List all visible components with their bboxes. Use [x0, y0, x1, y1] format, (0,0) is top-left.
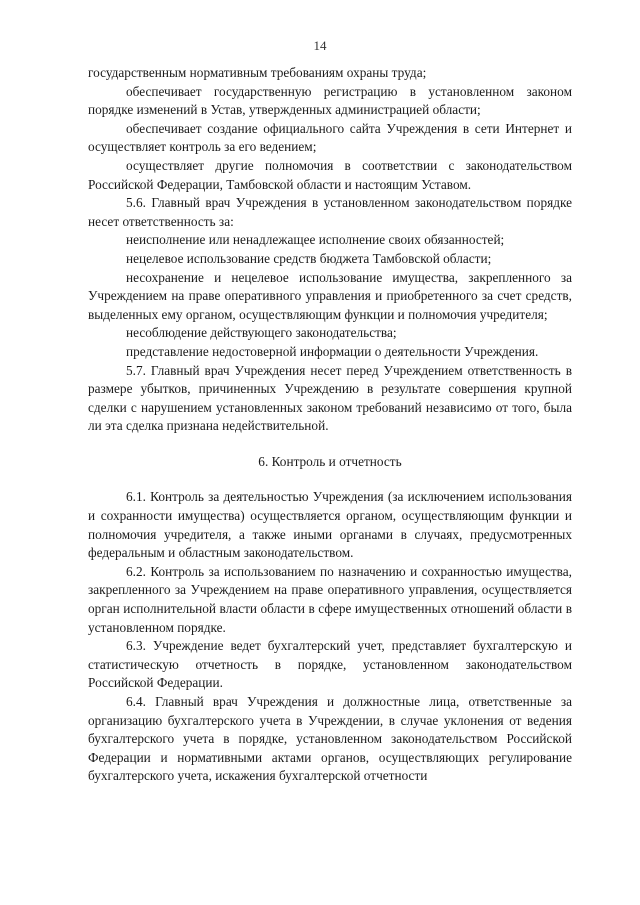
section-6-paragraph: 6.1. Контроль за деятельностью Учреждения (за исключением использования и сохранности имущества) осуществляется органом, осуществляющим функции и полномочия учредителя, а также иными органами в случаях, предусмотренных федеральным и областным законодательством. [88, 489, 572, 561]
page-number: 14 [313, 38, 327, 53]
document-body [88, 64, 572, 786]
section-6-paragraph: 6.4. Главный врач Учреждения и должностные лица, ответственные за организацию бухгалтерского учета в Учреждении, в случае уклонения от ведения бухгалтерского учета в порядке, установленном законодательством Российской Федерации и нормативными актами органов, осуществляющих регулирование бухгалтерского учета, искажения бухгалтерской отчетности [88, 694, 572, 784]
section-5-continuation [88, 64, 572, 436]
section-5-paragraph: несоблюдение действующего законодательства; [126, 325, 397, 341]
section-5-paragraph: нецелевое использование средств бюджета Тамбовской области; [126, 250, 492, 266]
section-5-paragraph: 5.7. Главный врач Учреждения несет перед Учреждением ответственность в размере убытков, причиненных Учреждению в результате совершения крупной сделки с нарушением установленных законом требований независимо от того, была ли эта сделка признана недействительной. [88, 362, 572, 434]
section-5-paragraph: 5.6. Главный врач Учреждения в установленном законодательством порядке несет ответственность за: [88, 195, 572, 229]
section-6-heading: 6. Контроль и отчетность [258, 453, 402, 469]
section-5-paragraph: обеспечивает государственную регистрацию в установленном законом порядке изменений в Устав, утвержденных администрацией области; [88, 83, 572, 118]
section-5-paragraph: обеспечивает создание официального сайта Учреждения в сети Интернет и осуществляет контроль за его ведением; [88, 120, 572, 155]
section-5-paragraph: государственным нормативным требованиям охраны труда; [88, 65, 427, 80]
section-5-paragraph: неисполнение или ненадлежащее исполнение своих обязанностей; [126, 232, 505, 248]
section-6-paragraph: 6.3. Учреждение ведет бухгалтерский учет, представляет бухгалтерскую и статистическую отчетность в порядке, установленном законодательством Российской Федерации. [88, 638, 572, 691]
section-5-paragraph: осуществляет другие полномочия в соответствии с законодательством Российской Федерации, Тамбовской области и настоящим Уставом. [88, 157, 572, 192]
section-6-paragraph: 6.2. Контроль за использованием по назначению и сохранностью имущества, закрепленного за Учреждением на праве оперативного управления, осуществляется орган исполнительной власти области в сфере имущественных отношений области в установленном порядке. [88, 563, 572, 635]
section-5-paragraph: представление недостоверной информации о деятельности Учреждения. [126, 343, 539, 359]
section-6-body [88, 488, 572, 786]
section-5-paragraph: несохранение и нецелевое использование имущества, закрепленного за Учреждением на праве оперативного управления и приобретенного за счет средств, выделенных ему органом, осуществляющим функции и полномочия учредителя; [88, 269, 572, 322]
